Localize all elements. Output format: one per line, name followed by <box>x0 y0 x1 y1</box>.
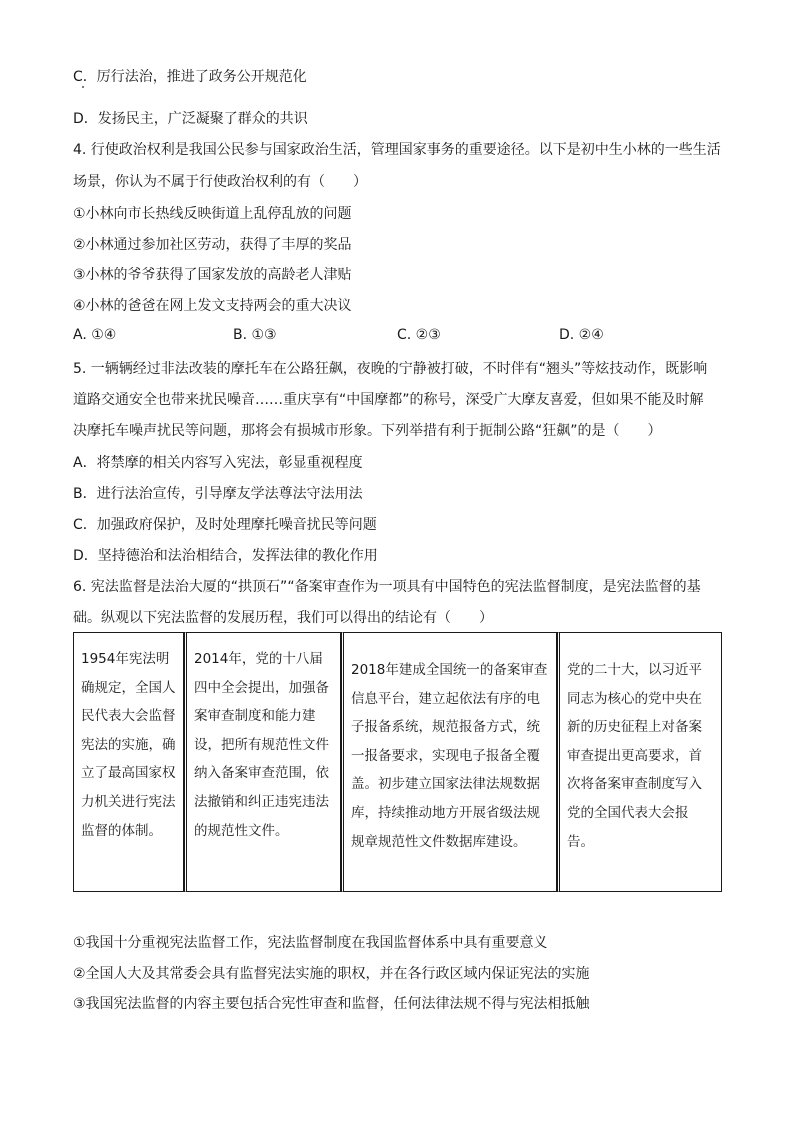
q4-stem-line2: 场景，你认为不属于行使政治权利的有（ ） <box>73 174 367 190</box>
q5-stem-line1: 5. 一辆辆经过非法改装的摩托车在公路狂飙，夜晚的宁静被打破，不时伴有“翘头”等炫技动作，既影响 <box>73 361 708 377</box>
q5-stem-line2: 道路交通安全也带来扰民噪音……重庆享有“中国摩都”的称号，深受广大摩友喜爱，但如果不能及时解 <box>73 392 704 408</box>
q6-stem-line1: 6. 宪法监督是法治大厦的“拱顶石”“备案审查作为一项具有中国特色的宪法监督制度，是宪法监督的基 <box>73 579 701 595</box>
timeline-cell-1954: 1954年宪法明确规定，全国人民代表大会监督宪法的实施，确立了最高国家权力机关进行宪法监督的体制。 <box>73 632 184 892</box>
q5-stem-line3: 决摩托车噪声扰民等问题，那将会有损城市形象。下列举措有利于扼制公路“狂飙”的是（ ） <box>73 423 662 439</box>
option-d-text: D．发扬民主，广泛凝聚了群众的共识 <box>73 111 308 127</box>
q4-option-d: D. ②④ <box>559 327 604 343</box>
q4-statement-3: ③小林的爷爷获得了国家发放的高龄老人津贴 <box>73 267 352 283</box>
q5-option-c: C．加强政府保护，及时处理摩托噪音扰民等问题 <box>73 517 377 533</box>
q4-option-b: B. ①③ <box>233 327 277 343</box>
q4-statement-1: ①小林向市长热线反映街道上乱停乱放的问题 <box>73 206 352 222</box>
q4-stem-line1: 4. 行使政治权利是我国公民参与国家政治生活，管理国家事务的重要途径。以下是初中生小林的一些生活 <box>73 142 721 158</box>
q4-statement-4: ④小林的爸爸在网上发文支持两会的重大决议 <box>73 298 352 314</box>
timeline-row <box>73 632 722 892</box>
q4-option-c: C. ②③ <box>397 327 441 343</box>
q4-option-a: A. ①④ <box>73 327 117 343</box>
supervision-timeline-table <box>73 632 722 892</box>
q6-statement-3: ③我国宪法监督的内容主要包括合宪性审查和监督，任何法律法规不得与宪法相抵触 <box>73 996 590 1012</box>
timeline-cell-20th-congress: 党的二十大，以习近平同志为核心的党中央在新的历史征程上对备案审查提出更高要求，首次将备案审查制度写入党的全国代表大会报告。 <box>557 632 722 892</box>
timeline-cell-2018: 2018年建成全国统一的备案审查信息平台，建立起依法有序的电子报备系统，规范报备方式，统一报备要求，实现电子报备全覆盖。初步建立国家法律法规数据库，持续推动地方开展省级法规规章规范性文件数据库建设。 <box>341 632 557 892</box>
q5-option-b: B．进行法治宣传，引导摩友学法尊法守法用法 <box>73 486 363 502</box>
timeline-cell-2014: 2014年，党的十八届四中全会提出，加强备案审查制度和能力建设，把所有规范性文件纳入备案审查范围，依法撤销和纠正违宪违法的规范性文件。 <box>184 632 341 892</box>
option-c-text: C．厉行法治，推进了政务公开规范化 <box>73 69 307 85</box>
q4-statement-2: ②小林通过参加社区劳动，获得了丰厚的奖品 <box>73 237 352 253</box>
q6-statement-2: ②全国人大及其常委会具有监督宪法实施的职权，并在各行政区域内保证宪法的实施 <box>73 966 590 982</box>
stray-dot <box>82 86 84 88</box>
q5-option-a: A．将禁摩的相关内容写入宪法，彰显重视程度 <box>73 455 363 471</box>
q4-options <box>73 327 733 345</box>
q6-statement-1: ①我国十分重视宪法监督工作，宪法监督制度在我国监督体系中具有重要意义 <box>73 935 548 951</box>
q5-option-d: D．坚持德治和法治相结合，发挥法律的教化作用 <box>73 548 378 564</box>
q6-stem-line2: 础。纵观以下宪法监督的发展历程，我们可以得出的结论有（ ） <box>73 610 493 626</box>
